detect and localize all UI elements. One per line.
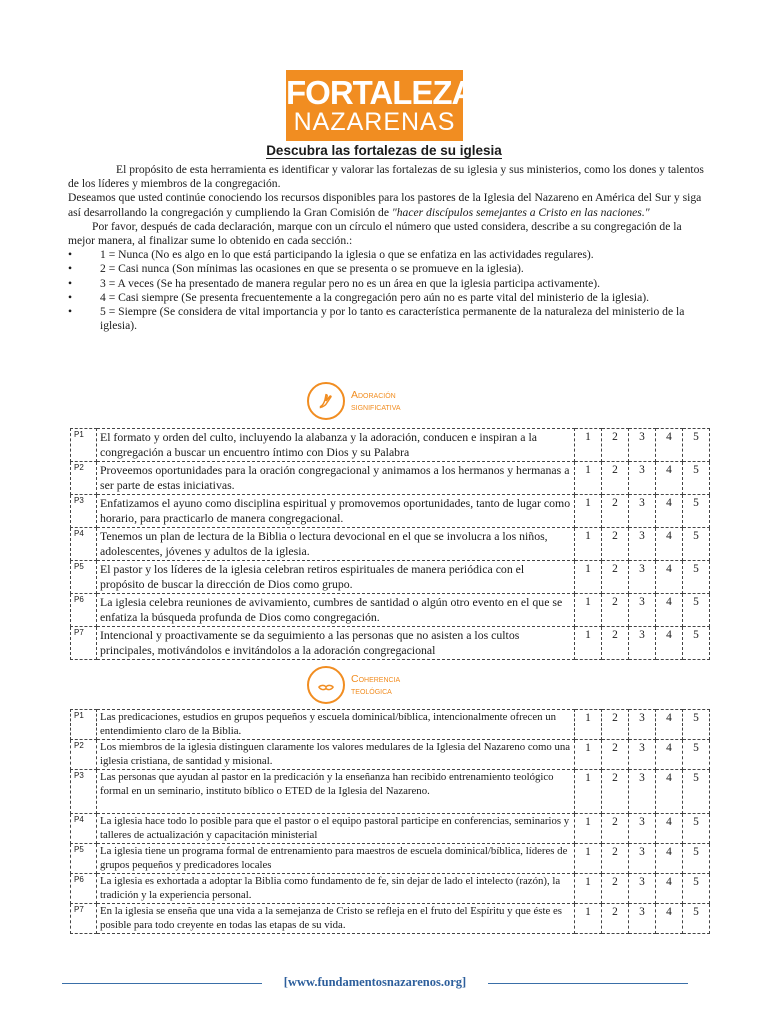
question-row bbox=[71, 429, 710, 462]
question-text: Las predicaciones, estudios en grupos pequeños y escuela dominical/bíblica, intencionalmente ofrecen un entendimiento claro de la Biblia. bbox=[97, 710, 575, 740]
question-number: P7 bbox=[71, 627, 97, 660]
bullet: • bbox=[68, 262, 73, 276]
rating-option-5[interactable]: 5 bbox=[683, 462, 710, 495]
book-icon bbox=[307, 666, 345, 704]
rating-option-5[interactable]: 5 bbox=[683, 528, 710, 561]
question-row bbox=[71, 740, 710, 770]
rating-option-4[interactable]: 4 bbox=[656, 429, 683, 462]
rating-option-5[interactable]: 5 bbox=[683, 770, 710, 814]
question-number: P1 bbox=[71, 429, 97, 462]
scale-text: 5 = Siempre (Se considera de vital importancia y por lo tanto es característica permanente de la naturaleza del ministerio de la iglesia). bbox=[100, 305, 685, 333]
question-number: P5 bbox=[71, 561, 97, 594]
hands-icon-svg bbox=[315, 390, 337, 412]
question-text: En la iglesia se enseña que una vida a la semejanza de Cristo se refleja en el fruto del Espíritu y que éste es posible para todo creyente en todas las etapas de su vida. bbox=[97, 904, 575, 934]
rating-option-5[interactable]: 5 bbox=[683, 594, 710, 627]
rating-option-3[interactable]: 3 bbox=[629, 814, 656, 844]
rating-option-3[interactable]: 3 bbox=[629, 627, 656, 660]
question-number: P7 bbox=[71, 904, 97, 934]
rating-option-1[interactable]: 1 bbox=[575, 495, 602, 528]
rating-option-4[interactable]: 4 bbox=[656, 874, 683, 904]
intro-paragraph-2-text: Deseamos que usted continúe conociendo los recursos disponibles para los pastores de la Iglesia del Nazareno en América del Sur y siga así desarrollando la congregación y cumpliendo la Gran Comisión de bbox=[68, 191, 702, 219]
scale-text: 4 = Casi siempre (Se presenta frecuentemente a la congregación pero aún no es parte vital del ministerio de la iglesia). bbox=[100, 290, 649, 304]
question-row bbox=[71, 627, 710, 660]
question-row bbox=[71, 710, 710, 740]
question-number: P6 bbox=[71, 594, 97, 627]
question-text: Tenemos un plan de lectura de la Biblia o lectura devocional en el que se involucra a los niños, adolescentes, jóvenes y adultos de la iglesia. bbox=[97, 528, 575, 561]
section-label bbox=[351, 389, 401, 413]
rating-option-4[interactable]: 4 bbox=[656, 814, 683, 844]
question-text: La iglesia tiene un programa formal de entrenamiento para maestros de escuela dominical/bíblica, líderes de grupos pequeños y predicadores locales bbox=[97, 844, 575, 874]
question-text: El formato y orden del culto, incluyendo la alabanza y la adoración, conducen e inspiran a la congregación a buscar un encuentro íntimo con Dios y su Palabra bbox=[97, 429, 575, 462]
rating-option-4[interactable]: 4 bbox=[656, 904, 683, 934]
scale-item bbox=[68, 291, 708, 305]
rating-option-3[interactable]: 3 bbox=[629, 462, 656, 495]
question-text: Enfatizamos el ayuno como disciplina espiritual y promovemos oportunidades, tanto de lugar como horario, para practicarlo de manera congregacional. bbox=[97, 495, 575, 528]
section-header-adoracion bbox=[307, 382, 401, 420]
question-row bbox=[71, 904, 710, 934]
question-number: P1 bbox=[71, 710, 97, 740]
rating-option-1[interactable]: 1 bbox=[575, 528, 602, 561]
rating-option-1[interactable]: 1 bbox=[575, 814, 602, 844]
question-text: Los miembros de la iglesia distinguen claramente los valores medulares de la Iglesia del Nazareno como una iglesia cristiana, de santidad y misional. bbox=[97, 740, 575, 770]
section-label bbox=[351, 673, 400, 697]
question-row bbox=[71, 495, 710, 528]
question-text: Intencional y proactivamente se da seguimiento a las personas que no asisten a los cultos principales, motivándolos e invitándolos a la adoración congregacional bbox=[97, 627, 575, 660]
rating-option-4[interactable]: 4 bbox=[656, 627, 683, 660]
scale-text: 1 = Nunca (No es algo en lo que está participando la iglesia o que se enfatiza en las actividades regulares). bbox=[100, 248, 594, 262]
question-row bbox=[71, 528, 710, 561]
rating-option-2[interactable]: 2 bbox=[602, 740, 629, 770]
questionnaire-table-adoracion bbox=[70, 428, 710, 660]
footer-rule-left bbox=[62, 983, 262, 984]
scale-item bbox=[68, 248, 708, 262]
rating-option-3[interactable]: 3 bbox=[629, 874, 656, 904]
question-text: La iglesia hace todo lo posible para que el pastor o el equipo pastoral participe en conferencias, seminarios y talleres de actualización y capacitación ministerial bbox=[97, 814, 575, 844]
rating-option-3[interactable]: 3 bbox=[629, 561, 656, 594]
rating-option-2[interactable]: 2 bbox=[602, 429, 629, 462]
rating-option-4[interactable]: 4 bbox=[656, 844, 683, 874]
rating-option-4[interactable]: 4 bbox=[656, 528, 683, 561]
rating-option-2[interactable]: 2 bbox=[602, 844, 629, 874]
rating-option-2[interactable]: 2 bbox=[602, 495, 629, 528]
scale-item bbox=[68, 277, 708, 291]
question-row bbox=[71, 462, 710, 495]
rating-option-3[interactable]: 3 bbox=[629, 770, 656, 814]
rating-option-2[interactable]: 2 bbox=[602, 874, 629, 904]
fortalezas-nazarenas-logo bbox=[286, 70, 496, 141]
rating-option-4[interactable]: 4 bbox=[656, 462, 683, 495]
question-row bbox=[71, 594, 710, 627]
question-number: P4 bbox=[71, 528, 97, 561]
scale-text: 2 = Casi nunca (Son mínimas las ocasiones en que se presenta o se promueve en la iglesia). bbox=[100, 262, 524, 276]
scale-text: 3 = A veces (Se ha presentado de manera regular pero no es un área en que la iglesia participa activamente). bbox=[100, 276, 601, 290]
scale-item bbox=[68, 305, 708, 333]
document-title bbox=[0, 143, 768, 158]
bullet: • bbox=[68, 305, 73, 319]
question-row bbox=[71, 770, 710, 814]
rating-option-1[interactable]: 1 bbox=[575, 770, 602, 814]
section-label-line2: significativa bbox=[351, 401, 401, 413]
intro-paragraph-1: El propósito de esta herramienta es identificar y valorar las fortalezas de su iglesia y sus ministerios, como los dones y talentos de los líderes y miembros de la congregación. bbox=[68, 163, 704, 191]
rating-option-5[interactable]: 5 bbox=[683, 561, 710, 594]
question-row bbox=[71, 814, 710, 844]
rating-option-3[interactable]: 3 bbox=[629, 429, 656, 462]
rating-option-1[interactable]: 1 bbox=[575, 561, 602, 594]
rating-option-1[interactable]: 1 bbox=[575, 462, 602, 495]
rating-option-2[interactable]: 2 bbox=[602, 770, 629, 814]
rating-option-5[interactable]: 5 bbox=[683, 710, 710, 740]
question-text: La iglesia es exhortada a adoptar la Biblia como fundamento de fe, sin dejar de lado el intelecto (razón), la tradición y la experiencia personal. bbox=[97, 874, 575, 904]
rating-option-3[interactable]: 3 bbox=[629, 740, 656, 770]
rating-option-4[interactable]: 4 bbox=[656, 594, 683, 627]
section-label-line2: teológica bbox=[351, 685, 392, 697]
logo-line2: NAZARENAS bbox=[293, 108, 456, 136]
rating-option-1[interactable]: 1 bbox=[575, 594, 602, 627]
section-header-coherencia bbox=[307, 666, 400, 704]
rating-option-4[interactable]: 4 bbox=[656, 710, 683, 740]
rating-option-3[interactable]: 3 bbox=[629, 495, 656, 528]
rating-option-4[interactable]: 4 bbox=[656, 740, 683, 770]
question-text: El pastor y los líderes de la iglesia celebran retiros espirituales de manera periódica con el propósito de buscar la dirección de Dios como grupo. bbox=[97, 561, 575, 594]
rating-option-2[interactable]: 2 bbox=[602, 594, 629, 627]
rating-option-3[interactable]: 3 bbox=[629, 904, 656, 934]
rating-option-2[interactable]: 2 bbox=[602, 814, 629, 844]
question-text: La iglesia celebra reuniones de avivamiento, cumbres de santidad o algún otro evento en el que se enfatiza la búsqueda profunda de Dios como congregación. bbox=[97, 594, 575, 627]
question-text: Proveemos oportunidades para la oración congregacional y animamos a los hermanos y hermanas a ser parte de estas iniciativas. bbox=[97, 462, 575, 495]
rating-option-2[interactable]: 2 bbox=[602, 710, 629, 740]
section-label-line1: Adoración bbox=[351, 389, 396, 401]
rating-option-4[interactable]: 4 bbox=[656, 561, 683, 594]
rating-option-5[interactable]: 5 bbox=[683, 814, 710, 844]
rating-option-2[interactable]: 2 bbox=[602, 528, 629, 561]
hands-icon bbox=[307, 382, 345, 420]
rating-option-2[interactable]: 2 bbox=[602, 627, 629, 660]
question-number: P2 bbox=[71, 462, 97, 495]
rating-option-3[interactable]: 3 bbox=[629, 528, 656, 561]
rating-option-5[interactable]: 5 bbox=[683, 429, 710, 462]
rating-option-1[interactable]: 1 bbox=[575, 904, 602, 934]
rating-option-4[interactable]: 4 bbox=[656, 495, 683, 528]
rating-option-5[interactable]: 5 bbox=[683, 844, 710, 874]
rating-option-3[interactable]: 3 bbox=[629, 844, 656, 874]
rating-option-5[interactable]: 5 bbox=[683, 904, 710, 934]
rating-option-1[interactable]: 1 bbox=[575, 627, 602, 660]
question-number: P2 bbox=[71, 740, 97, 770]
rating-option-3[interactable]: 3 bbox=[629, 710, 656, 740]
rating-option-1[interactable]: 1 bbox=[575, 844, 602, 874]
rating-option-1[interactable]: 1 bbox=[575, 874, 602, 904]
rating-scale-list bbox=[68, 248, 708, 333]
rating-option-3[interactable]: 3 bbox=[629, 594, 656, 627]
intro-paragraph-2 bbox=[68, 191, 708, 219]
rating-option-1[interactable]: 1 bbox=[575, 740, 602, 770]
rating-option-4[interactable]: 4 bbox=[656, 770, 683, 814]
question-number: P5 bbox=[71, 844, 97, 874]
question-number: P3 bbox=[71, 495, 97, 528]
question-row bbox=[71, 561, 710, 594]
rating-option-1[interactable]: 1 bbox=[575, 710, 602, 740]
question-number: P3 bbox=[71, 770, 97, 814]
question-number: P4 bbox=[71, 814, 97, 844]
great-commission-quote: "hacer discípulos semejantes a Cristo en las naciones." bbox=[391, 205, 650, 219]
document-title-text: Descubra las fortalezas de su iglesia bbox=[266, 143, 502, 158]
bullet: • bbox=[68, 290, 73, 304]
question-number: P6 bbox=[71, 874, 97, 904]
rating-option-5[interactable]: 5 bbox=[683, 495, 710, 528]
footer-rule-right bbox=[488, 983, 688, 984]
rating-option-2[interactable]: 2 bbox=[602, 462, 629, 495]
rating-option-2[interactable]: 2 bbox=[602, 561, 629, 594]
section-label-line1: Coherencia bbox=[351, 673, 401, 685]
questionnaire-table-coherencia bbox=[70, 709, 710, 934]
footer-url-link[interactable]: [www.fundamentosnazarenos.org] bbox=[283, 975, 467, 989]
bullet: • bbox=[68, 248, 73, 262]
footer bbox=[0, 973, 768, 993]
rating-option-5[interactable]: 5 bbox=[683, 627, 710, 660]
question-text: Las personas que ayudan al pastor en la predicación y la enseñanza han recibido entrenamiento teológico formal en un seminario, instituto bíblico o ETED de la Iglesia del Nazareno. bbox=[97, 770, 575, 814]
intro-paragraph-3: Por favor, después de cada declaración, marque con un círculo el número que usted considera, describe a su congregación de la mejor manera, al finalizar sume lo obtenido en cada sección.: bbox=[68, 219, 682, 248]
intro-section bbox=[68, 163, 708, 333]
rating-option-5[interactable]: 5 bbox=[683, 874, 710, 904]
question-row bbox=[71, 874, 710, 904]
book-icon-svg bbox=[315, 674, 337, 696]
bullet: • bbox=[68, 276, 73, 290]
logo-line1: FORTALEZAS bbox=[286, 74, 496, 111]
rating-option-2[interactable]: 2 bbox=[602, 904, 629, 934]
question-row bbox=[71, 844, 710, 874]
scale-item bbox=[68, 262, 708, 276]
rating-option-5[interactable]: 5 bbox=[683, 740, 710, 770]
rating-option-1[interactable]: 1 bbox=[575, 429, 602, 462]
